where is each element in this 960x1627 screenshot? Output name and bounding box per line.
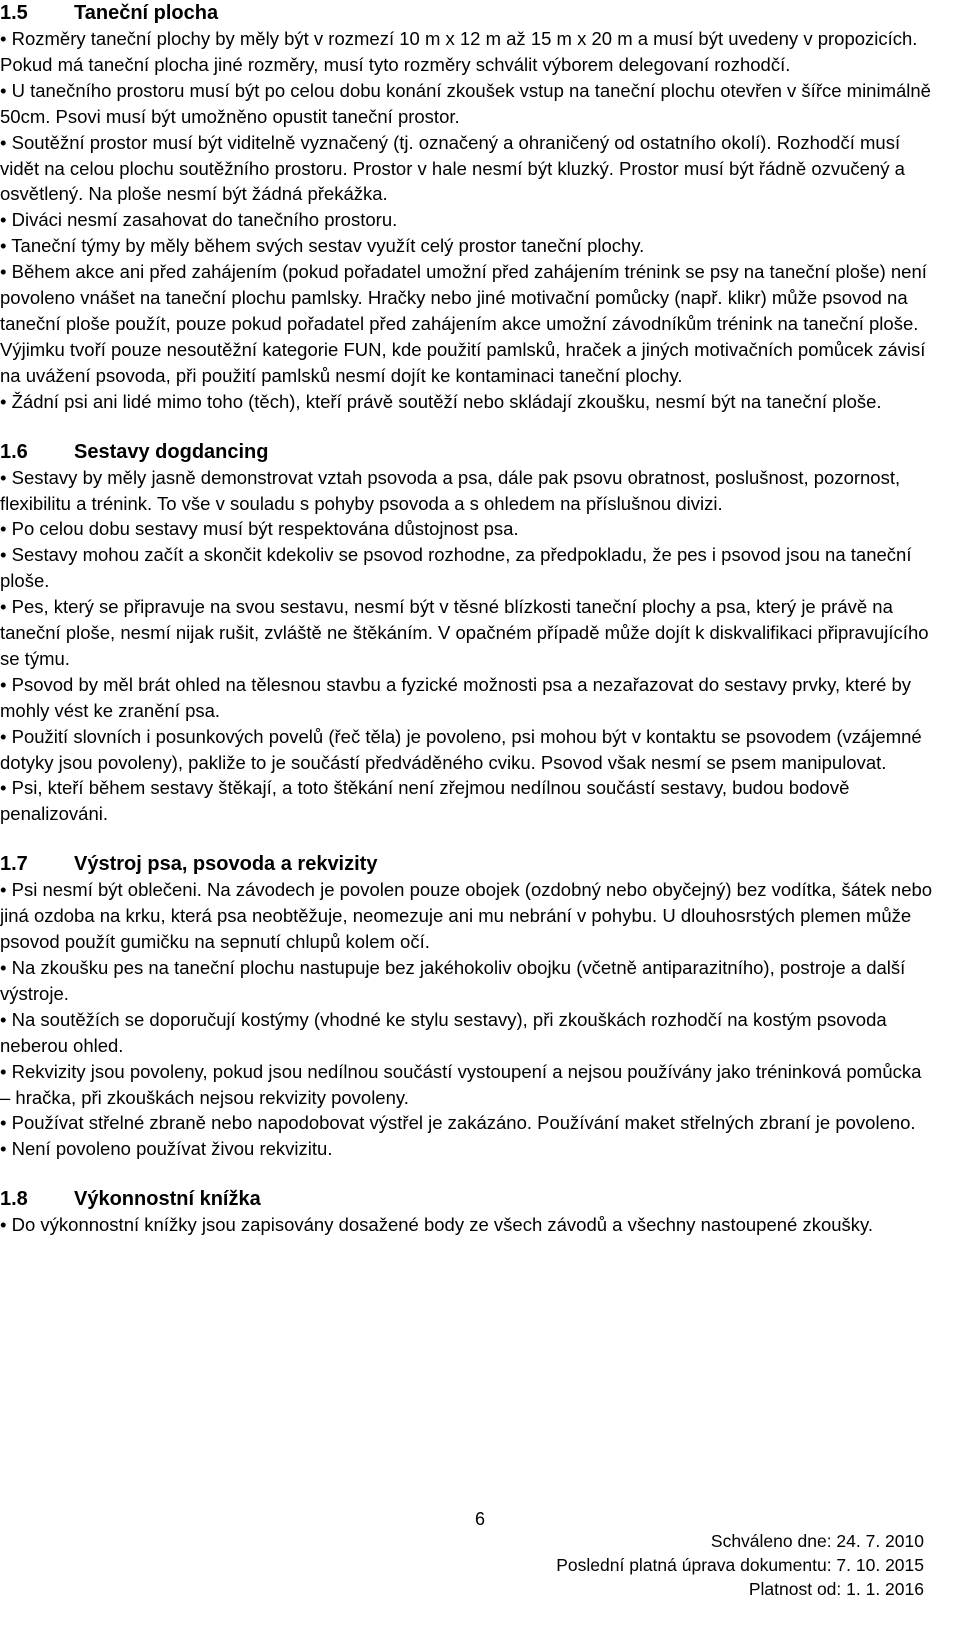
paragraph: • Na soutěžích se doporučují kostýmy (vhodné ke stylu sestavy), při zkouškách rozhodčí na kostým psovoda neberou ohled. — [0, 1008, 887, 1056]
section-heading — [0, 851, 936, 877]
section-sestavy — [0, 439, 936, 828]
section-vykonnostni-knizka — [0, 1186, 936, 1238]
last-edit-date: Poslední platná úprava dokumentu: 7. 10. 2015 — [556, 1555, 924, 1575]
paragraph: • Soutěžní prostor musí být viditelně vyznačený (tj. označený a ohraničený od ostatního okolí). Rozhodčí musí vidět na celou plochu soutěžního prostoru. Prostor v hale nesmí být kluzký. Prostor musí být řádně ozvučený a osvětlený. Na ploše nesmí být žádná překážka. — [0, 131, 905, 205]
paragraph: • Po celou dobu sestavy musí být respektována důstojnost psa. — [0, 518, 519, 540]
paragraph: • Psi, kteří během sestavy štěkají, a toto štěkání není zřejmou nedílnou součástí sestavy, budou bodově penalizováni. — [0, 777, 850, 825]
paragraph: • Na zkoušku pes na taneční plochu nastupuje bez jakéhokoliv obojku (včetně antiparazitního), postroje a další výstroje. — [0, 957, 906, 1004]
paragraph: • Psovod by měl brát ohled na tělesnou stavbu a fyzické možnosti psa a nezařazovat do sestavy prvky, které by mohly vést ke zranění psa. — [0, 673, 912, 721]
paragraph: • Rozměry taneční plochy by měly být v rozmezí 10 m x 12 m až 15 m x 20 m a musí být uvedeny v propozicích. Pokud má taneční plocha jiné rozměry, musí tyto rozměry schválit výborem delegovaní rozhodčí. — [0, 28, 918, 75]
paragraph: • Sestavy mohou začít a skončit kdekoliv se psovod rozhodne, za předpokladu, že pes i psovod jsou na taneční ploše. — [0, 544, 912, 592]
paragraph: • Použití slovních i posunkových povelů (řeč těla) je povoleno, psi mohou být v kontaktu se psovodem (vzájemné dotyky jsou povoleny), pakliže to je součástí předváděného cviku. Psovod však nesmí se psem manipulovat. — [0, 725, 922, 773]
section-title: Výstroj psa, psovoda a rekvizity — [74, 853, 378, 876]
section-heading — [0, 439, 936, 465]
paragraph: • Používat střelné zbraně nebo napodobovat výstřel je zakázáno. Používání maket střelných zbraní je povoleno. — [0, 1112, 916, 1134]
paragraph: • Diváci nesmí zasahovat do tanečního prostoru. — [0, 209, 398, 231]
paragraph: • Není povoleno používat živou rekvizitu. — [0, 1138, 333, 1160]
spacer — [0, 415, 936, 439]
document-footer — [556, 1529, 924, 1601]
approved-date: Schváleno dne: 24. 7. 2010 — [710, 1531, 924, 1551]
paragraph: • Sestavy by měly jasně demonstrovat vztah psovoda a psa, dále pak psovu obratnost, poslušnost, pozornost, flexibilitu a trénink. To vše v souladu s pohyby psovoda a s ohledem na příslušnou divizi. — [0, 466, 901, 514]
section-number: 1.5 — [0, 2, 28, 24]
paragraph: • Psi nesmí být oblečeni. Na závodech je povolen pouze obojek (ozdobný nebo obyčejný) bez vodítka, šátek nebo jiná ozdoba na krku, která psa neobtěžuje, neomezuje ani mu nebrání v pohybu. U dlouhosrstých plemen může psovod použít gumičku na sepnutí chlupů kolem očí. — [0, 879, 933, 953]
section-vystroj — [0, 851, 936, 1162]
valid-from-date: Platnost od: 1. 1. 2016 — [748, 1579, 924, 1599]
paragraph: • Pes, který se připravuje na svou sestavu, nesmí být v těsné blízkosti taneční plochy a psa, který je právě na taneční ploše, nesmí nijak rušit, zvláště ne štěkáním. V opačném případě může dojít k diskvalifikaci připravujícího se týmu. — [0, 596, 929, 669]
section-taneni-plocha — [0, 0, 936, 415]
paragraph: • Během akce ani před zahájením (pokud pořadatel umožní před zahájením trénink se psy na taneční ploše) není povoleno vnášet na taneční plochu pamlsky. Hračky nebo jiné motivační pomůcky (např. klikr) může psovod na taneční ploše použít, pouze pokud pořadatel před zahájením akce umožní závodníkům trénink na taneční ploše. Výjimku tvoří pouze nesoutěžní kategorie FUN, kde použití pamlsků, hraček a jiných motivačních pomůcek závisí na uvážení psovoda, při použití pamlsků nesmí dojít ke kontaminaci taneční plochy. — [0, 261, 927, 386]
section-number: 1.8 — [0, 1188, 28, 1211]
section-heading — [0, 1186, 936, 1212]
section-title: Výkonnostní knížka — [74, 1188, 261, 1211]
paragraph: • U tanečního prostoru musí být po celou dobu konání zkoušek vstup na taneční plochu otevřen v šířce minimálně 50cm. Psovi musí být umožněno opustit taneční prostor. — [0, 79, 931, 127]
section-number: 1.7 — [0, 853, 28, 876]
section-title: Sestavy dogdancing — [74, 440, 269, 463]
paragraph: • Taneční týmy by měly během svých sestav využít celý prostor taneční plochy. — [0, 235, 645, 257]
paragraph: • Žádní psi ani lidé mimo toho (těch), kteří právě soutěží nebo skládají zkoušku, nesmí být na taneční ploše. — [0, 390, 882, 412]
section-number: 1.6 — [0, 440, 28, 463]
section-title: Taneční plocha — [74, 2, 219, 24]
section-heading — [0, 0, 936, 26]
paragraph: • Rekvizity jsou povoleny, pokud jsou nedílnou součástí vystoupení a nejsou používány jako tréninková pomůcka – hračka, při zkouškách nejsou rekvizity povoleny. — [0, 1060, 922, 1108]
paragraph: • Do výkonnostní knížky jsou zapisovány dosažené body ze všech závodů a všechny nastoupené zkoušky. — [0, 1214, 874, 1236]
spacer — [0, 1162, 936, 1186]
page-number: 6 — [474, 1509, 485, 1529]
spacer — [0, 827, 936, 851]
